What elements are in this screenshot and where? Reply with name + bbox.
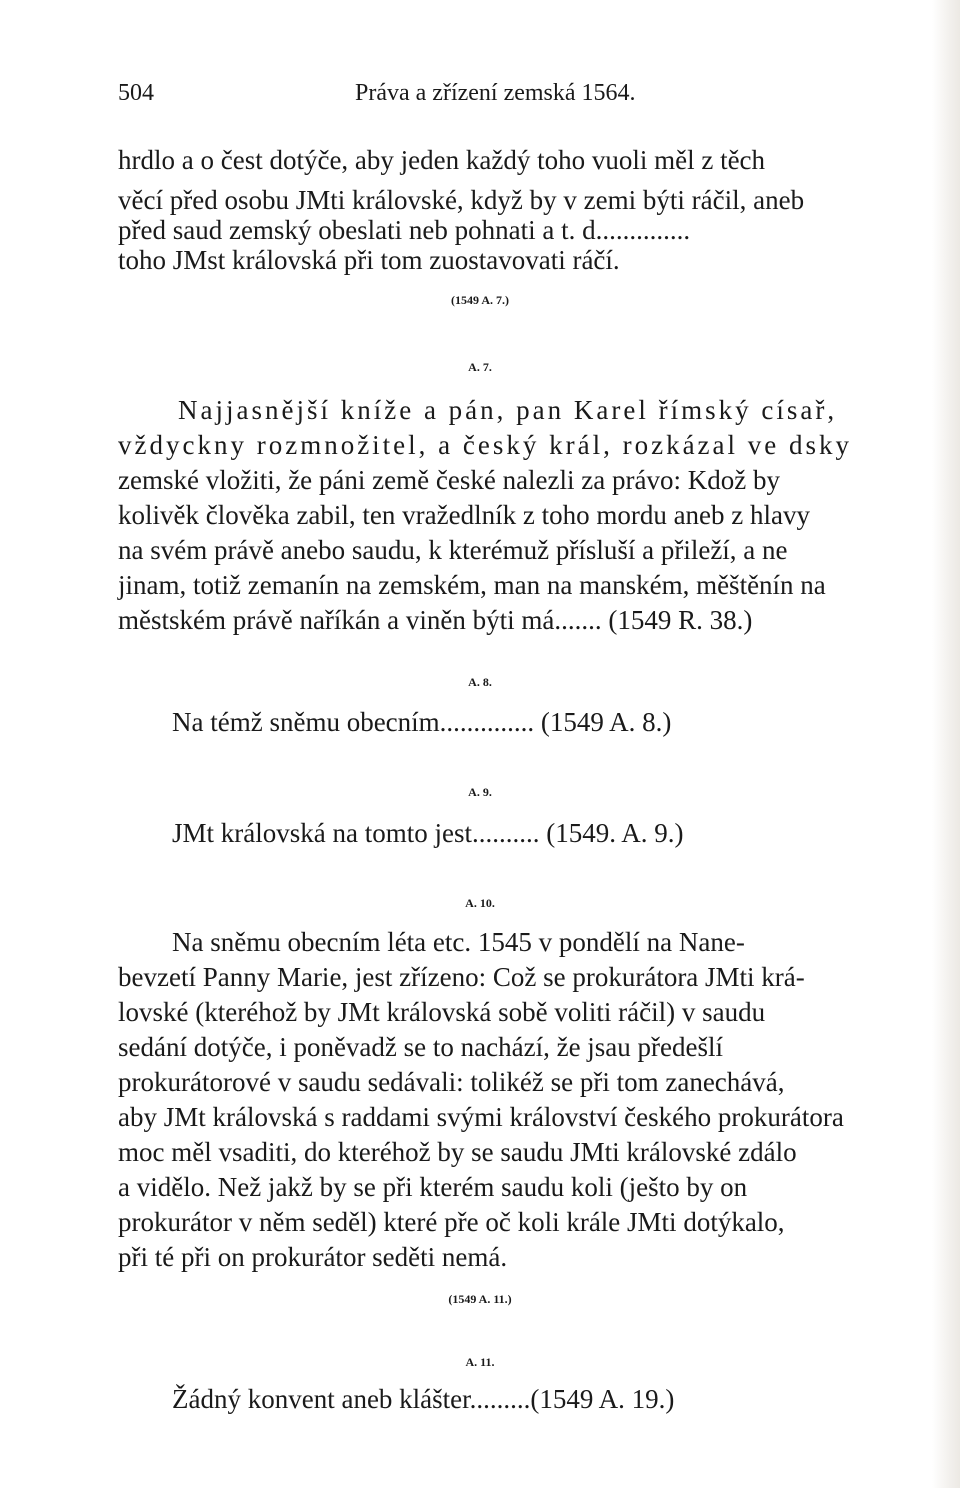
text-line: moc měl vsaditi, do kteréhož by se saudu JMti královské zdálo [118,1137,797,1167]
text-line: městském právě naříkán a viněn býti má....... (1549 R. 38.) [118,605,753,635]
text-line: Žádný konvent aneb klášter.........(1549 A. 19.) [172,1384,675,1414]
text-line: aby JMt královská s raddami svými království českého prokurátora [118,1102,844,1132]
text-line: JMt královská na tomto jest.......... (1549. A. 9.) [172,818,684,848]
text-line: prokurátorové v saudu sedávali: tolikéž se při tom zanechává, [118,1067,785,1097]
running-title: Práva a zřízení zemská 1564. [355,80,636,106]
text-line: na svém právě anebo saudu, k kterémuž přísluší a přileží, a ne [118,535,788,565]
section-heading: A. 10. [465,896,495,910]
text-line: před saud zemský obeslati neb pohnati a t. d.............. [118,215,691,245]
text-line: hrdlo a o čest dotýče, aby jeden každý toho vuoli měl z těch [118,145,766,175]
text-line: při té při on prokurátor seděti nemá. [118,1242,508,1272]
text-line: a vidělo. Než jakž by se při kterém saudu koli (ješto by on [118,1172,748,1202]
text-line: Na témž sněmu obecním.............. (1549 A. 8.) [172,707,672,737]
text-line: toho JMst královská při tom zuostavovati ráčí. [118,245,620,275]
text-line: jinam, totiž zemanín na zemském, man na manském, měštěnín na [118,570,826,600]
page-number: 504 [118,80,154,106]
citation: (1549 A. 7.) [451,293,509,307]
text-line: bevzetí Panny Marie, jest zřízeno: Což se prokurátora JMti krá- [118,962,805,992]
text-line: vždyckny rozmnožitel, a český král, rozkázal ve dsky [118,430,853,460]
text-line: lovské (kteréhož by JMt královská sobě voliti ráčil) v saudu [118,997,766,1027]
citation: (1549 A. 11.) [448,1292,512,1306]
text-line: sedání dotýče, i poněvadž se to nachází, že jsau předešlí [118,1032,724,1062]
section-heading: A. 8. [468,675,492,689]
text-line: prokurátor v něm seděl) které pře oč koli krále JMti dotýkalo, [118,1207,785,1237]
text-line: věcí před osobu JMti královské, když by v zemi býti ráčil, aneb [118,185,805,215]
text-line: kolivěk člověka zabil, ten vražedlník z toho mordu aneb z hlavy [118,500,811,530]
text-line: Na sněmu obecním léta etc. 1545 v pondělí na Nane- [172,927,745,957]
text-line: Najjasnější kníže a pán, pan Karel římský císař, [178,395,838,425]
page-edge-shading [932,0,960,1488]
section-heading: A. 11. [465,1355,495,1369]
text-line: zemské vložiti, že páni země české nalezli za právo: Kdož by [118,465,780,495]
section-heading: A. 7. [468,360,492,374]
section-heading: A. 9. [468,785,492,799]
